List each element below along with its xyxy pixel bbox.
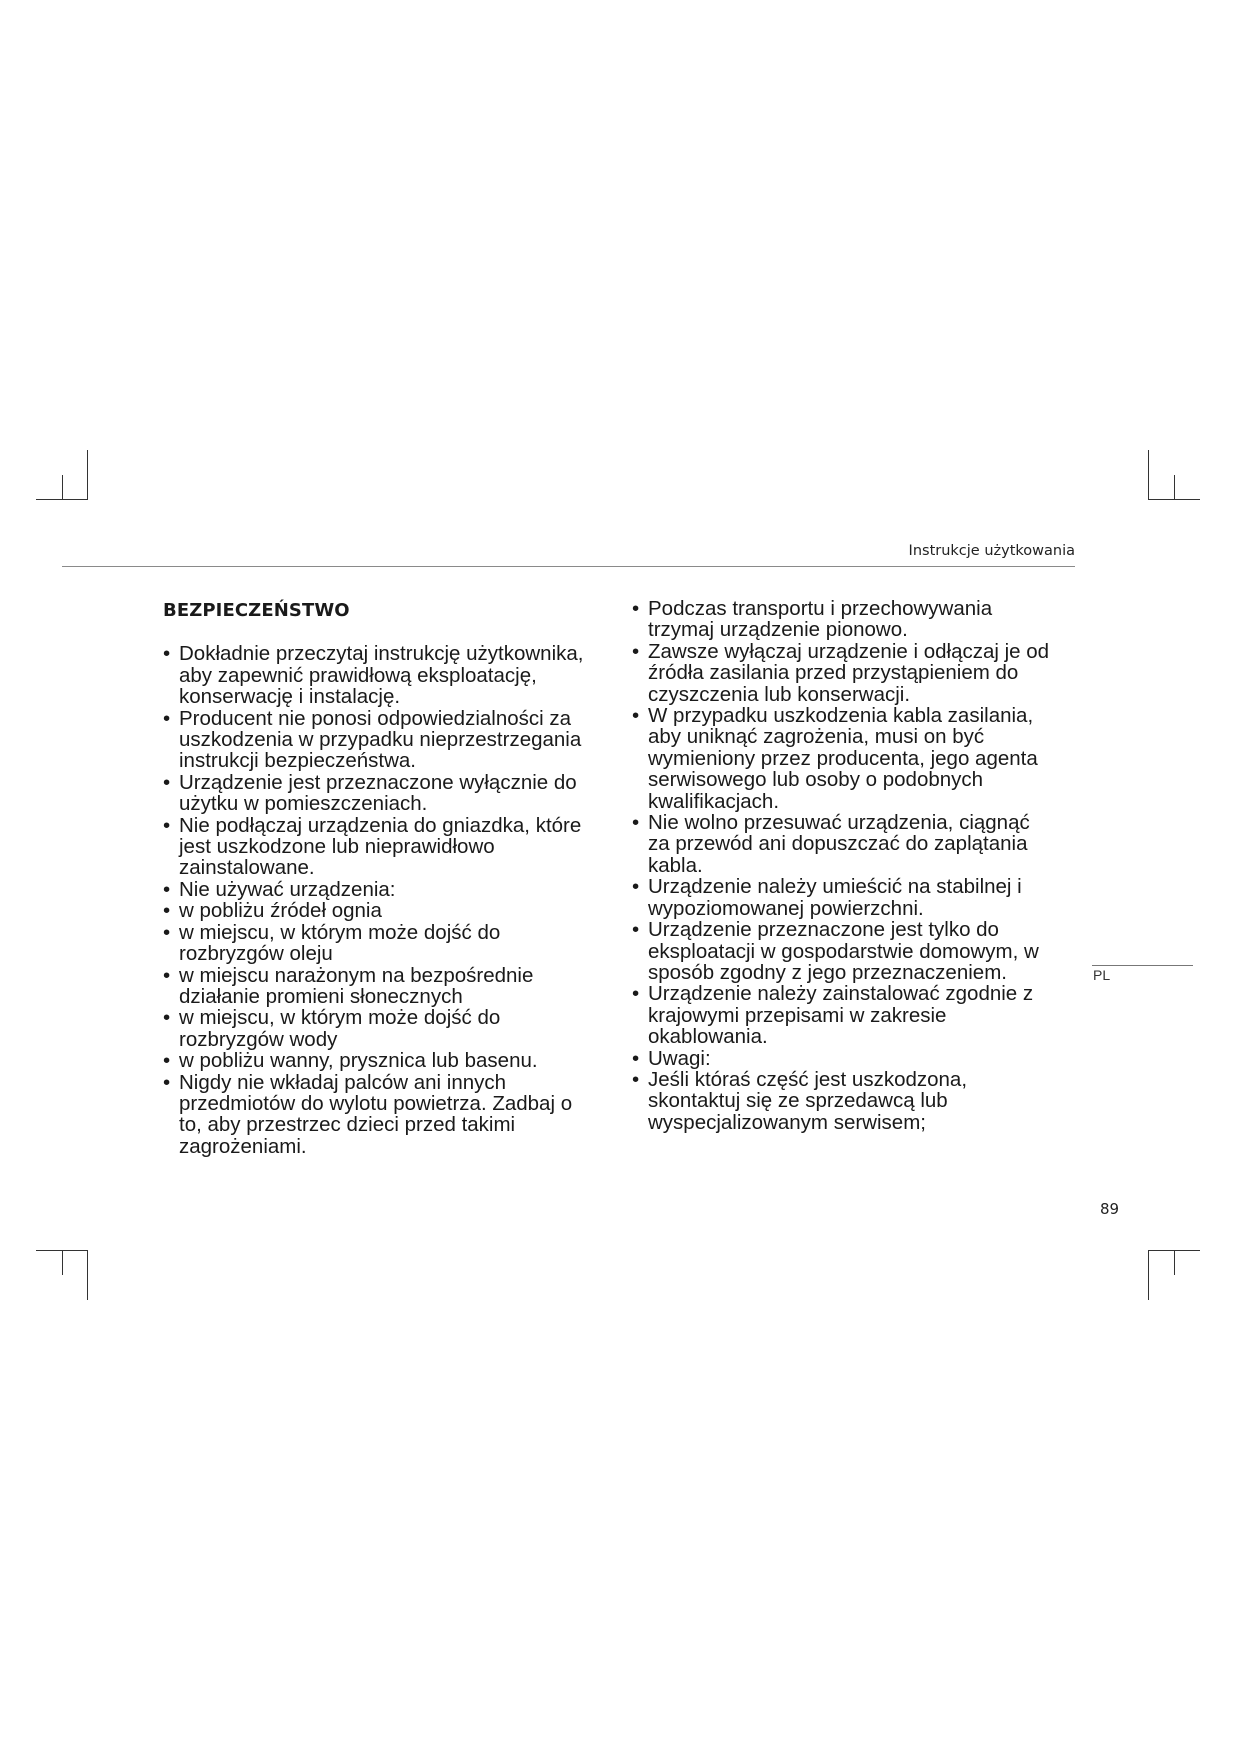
list-item: • Producent nie ponosi odpowiedzialności za uszkodzenia w przypadku nieprzestrzegania instrukcji bezpieczeństwa. [163,708,613,772]
list-item: • W przypadku uszkodzenia kabla zasilania, aby uniknąć zagrożenia, musi on być wymieniony przez producenta, jego agenta serwisowego lub osoby o podobnych kwalifikacjach. [632,705,1092,812]
list-item: • Podczas transportu i przechowywania trzymaj urządzenie pionowo. [632,598,1092,641]
list-item: • Nie podłączaj urządzenia do gniazdka, które jest uszkodzone lub nieprawidłowo zainstalowane. [163,815,613,879]
list-item: • Uwagi: [632,1048,1092,1069]
list-item: • Urządzenie jest przeznaczone wyłącznie do użytku w pomieszczeniach. [163,772,613,815]
list-item: • Dokładnie przeczytaj instrukcję użytkownika, aby zapewnić prawidłową eksploatację, konserwację i instalację. [163,643,613,707]
header-divider [62,566,1075,567]
list-item: • Nigdy nie wkładaj palców ani innych przedmiotów do wylotu powietrza. Zadbaj o to, aby przestrzec dzieci przed takimi zagrożeniami. [163,1072,613,1158]
right-bullet-list [632,598,1092,1133]
list-item: • w miejscu, w którym może dojść do rozbryzgów oleju [163,922,613,965]
side-tab-divider [1092,965,1193,966]
list-item: • w miejscu, w którym może dojść do rozbryzgów wody [163,1007,613,1050]
list-item: • Urządzenie przeznaczone jest tylko do eksploatacji w gospodarstwie domowym, w sposób zgodny z jego przeznaczeniem. [632,919,1092,983]
right-column [632,598,1092,1133]
left-bullet-list [163,643,613,1157]
list-item: • Zawsze wyłączaj urządzenie i odłączaj je od źródła zasilania przed przystąpieniem do czyszczenia lub konserwacji. [632,641,1092,705]
list-item: • w pobliżu źródeł ognia [163,900,613,921]
left-column [163,598,613,1157]
section-heading: BEZPIECZEŃSTWO [163,600,350,621]
list-item: • w pobliżu wanny, prysznica lub basenu. [163,1050,613,1071]
list-item: • Urządzenie należy umieścić na stabilnej i wypoziomowanej powierzchni. [632,876,1092,919]
running-header: Instrukcje użytkowania [908,543,1075,559]
list-item: • Urządzenie należy zainstalować zgodnie z krajowymi przepisami w zakresie okablowania. [632,983,1092,1047]
list-item: • Jeśli któraś część jest uszkodzona, skontaktuj się ze sprzedawcą lub wyspecjalizowanym serwisem; [632,1069,1092,1133]
list-item: • Nie używać urządzenia: [163,879,613,900]
list-item: • w miejscu narażonym na bezpośrednie działanie promieni słonecznych [163,965,613,1008]
page-number: 89 [1100,1200,1120,1218]
list-item: • Nie wolno przesuwać urządzenia, ciągnąć za przewód ani dopuszczać do zaplątania kabla. [632,812,1092,876]
language-tab-label: PL [1093,967,1111,983]
